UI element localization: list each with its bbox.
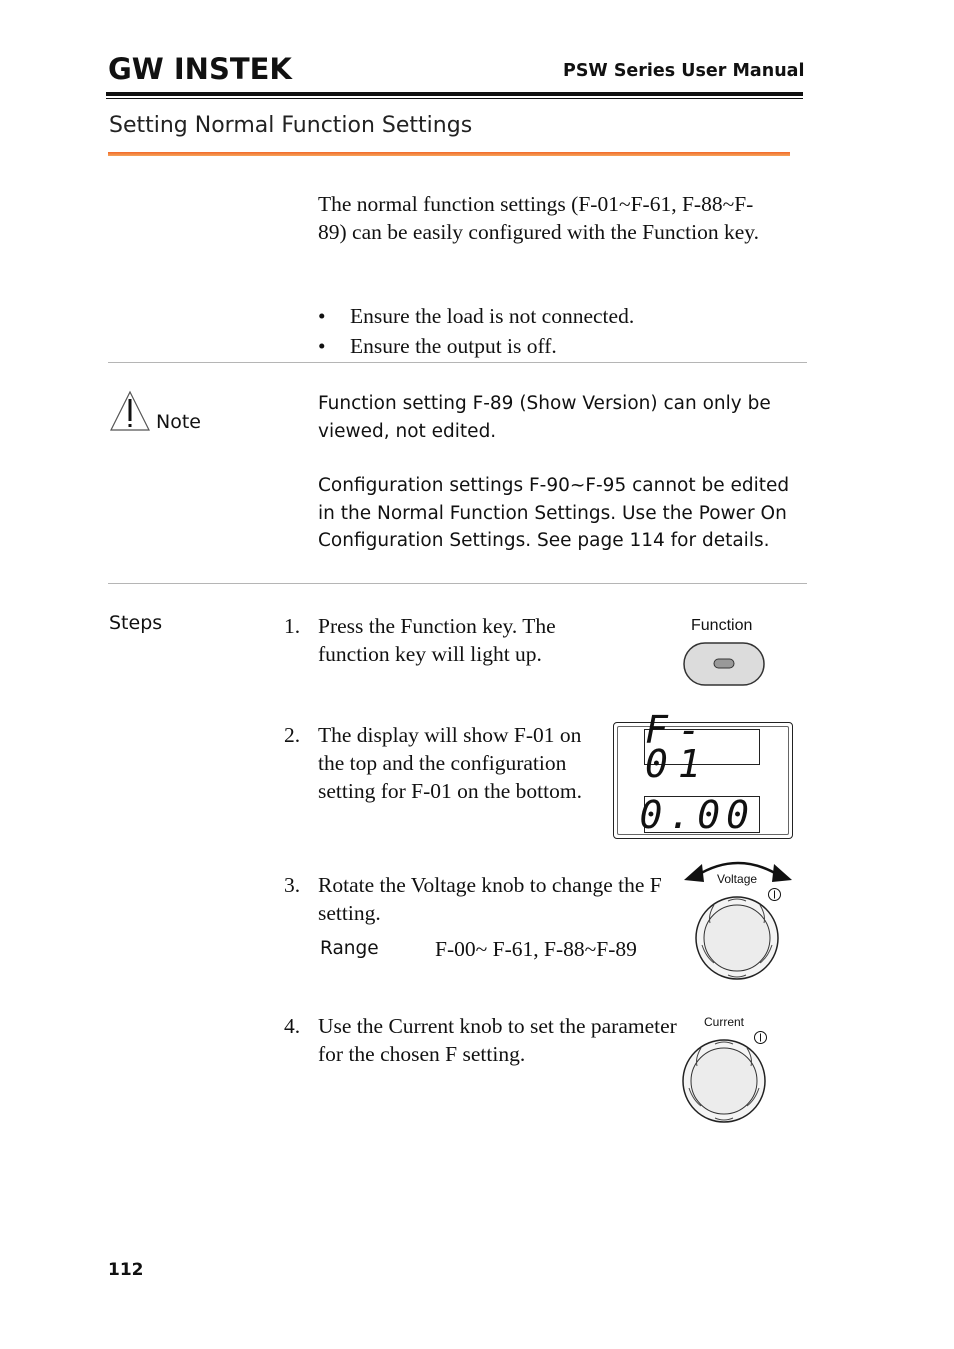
intro-bullet-list [318, 301, 634, 361]
display-bottom-value: 0.00 [639, 792, 755, 837]
divider [108, 583, 807, 584]
divider [108, 362, 807, 363]
note-label: Note [156, 411, 201, 433]
brand-logo: GW INSTEK [108, 52, 292, 86]
current-knob-label: Current [704, 1015, 745, 1029]
display-top-readout [644, 708, 760, 786]
header-rule [106, 92, 803, 96]
bullet-item: • Ensure the output is off. [318, 331, 634, 361]
step-text: The display will show F-01 on the top and the configuration setting for F-01 on the bottom. [318, 723, 582, 803]
note-paragraph: Configuration settings F-90~F-95 cannot be edited in the Normal Function Settings. Use the Power On Configuration Settings. See page 114 for details. [318, 475, 790, 551]
function-key-label: Function [691, 617, 753, 634]
manual-title: PSW Series User Manual [563, 61, 805, 81]
display-bottom-readout [639, 792, 760, 837]
section-title: Setting Normal Function Settings [109, 113, 473, 138]
bullet-item: • Ensure the load is not connected. [318, 301, 634, 331]
range-label: Range [320, 938, 379, 959]
steps-label: Steps [109, 612, 163, 634]
range-value: F-00~ F-61, F-88~F-89 [435, 937, 637, 961]
note-paragraph: Function setting F-89 (Show Version) can only be viewed, not edited. [318, 393, 771, 442]
led-display-panel [613, 708, 793, 839]
step-number: 4. [284, 1014, 301, 1038]
step-number: 3. [284, 873, 301, 897]
step-number: 1. [284, 614, 301, 638]
voltage-knob-label: Voltage [717, 872, 758, 886]
current-knob-icon [681, 1038, 767, 1124]
header-rule-thin [106, 98, 803, 99]
intro-paragraph: The normal function settings (F-01~F-61, F-88~F-89) can be easily configured with the Function key. [318, 192, 760, 244]
step-text: Use the Current knob to set the parameter for the chosen F setting. [318, 1014, 677, 1066]
step-text: Press the Function key. The function key will light up. [318, 614, 556, 666]
voltage-knob-icon [694, 895, 780, 981]
page-number: 112 [108, 1260, 144, 1280]
function-key-icon [682, 641, 766, 687]
display-top-value: F-01 [645, 708, 711, 786]
step-text: Rotate the Voltage knob to change the F setting. [318, 873, 662, 925]
warning-icon [109, 390, 151, 432]
step-number: 2. [284, 723, 301, 747]
section-title-underline [108, 152, 790, 156]
